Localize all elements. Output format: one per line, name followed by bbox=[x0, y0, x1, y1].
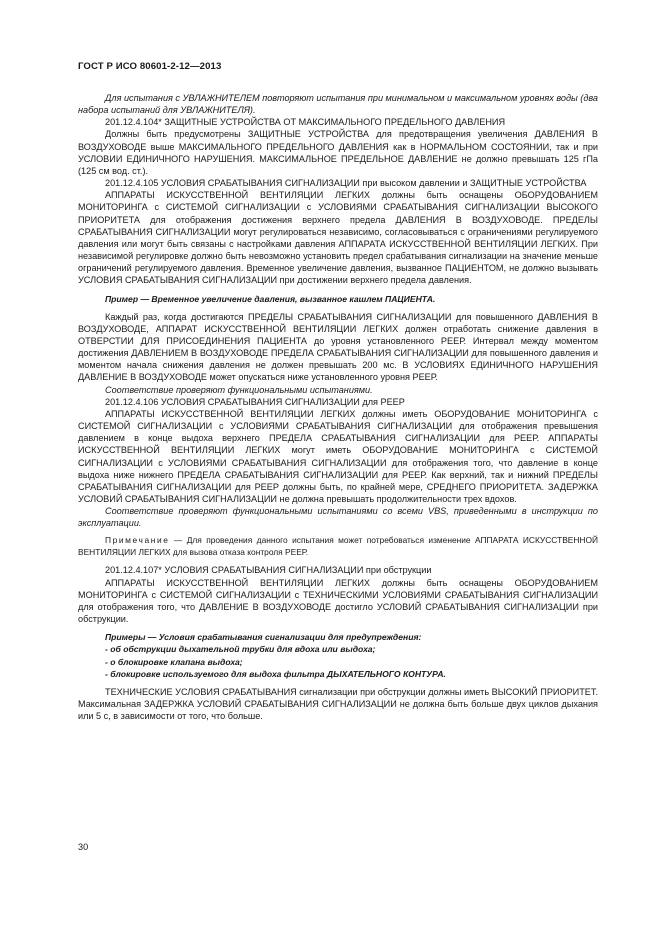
clause-text-protective-devices: Должны быть предусмотрены ЗАЩИТНЫЕ УСТРОЙСТВА для предотвращения увеличения ДАВЛЕНИЯ В ВОЗДУХОВОДЕ выше МАКСИМАЛЬНОГО ПРЕДЕЛЬНОГО ДАВЛЕНИЯ как в НОРМАЛЬНОМ СОСТОЯНИИ, так и при УСЛОВИИ ЕДИНИЧНОГО НАРУШЕНИЯ. МАКСИМАЛЬНОЕ ПРЕДЕЛЬНОЕ ДАВЛЕНИЕ не должно превышать 125 гПа (125 см вод. ст.). bbox=[78, 129, 598, 176]
clause-text-high-pressure-alarm: АППАРАТЫ ИСКУССТВЕННОЙ ВЕНТИЛЯЦИИ ЛЕГКИХ должны быть оснащены ОБОРУДОВАНИЕМ МОНИТОРИНГА с СИСТЕМОЙ СИГНАЛИЗАЦИИ с УСЛОВИЯМИ СРАБАТЫВАНИЯ СИГНАЛИЗАЦИИ ВЫСОКОГО ПРИОРИТЕТА для отображения достижения верхнего предела ДАВЛЕНИЯ В ВОЗДУХОВОДЕ. ПРЕДЕЛЫ СРАБАТЫВАНИЯ СИГНАЛИЗАЦИИ могут регулироваться независимо, согласовываться с ограничениями регулируемого давления или могут быть связаны с настройками давления АППАРАТА ИСКУССТВЕННОЙ ВЕНТИЛЯЦИИ ЛЕГКИХ. При независимой регулировке должно быть невозможно установить предел срабатывания сигнализации на значение меньше ограничений регулируемого давления. Временное увеличение давления, вызванное ПАЦИЕНТОМ, не должно вызывать УСЛОВИЯ СРАБАТЫВАНИЯ СИГНАЛИЗАЦИИ при достижении верхнего предела давления. bbox=[78, 190, 598, 286]
page-number: 30 bbox=[78, 842, 89, 852]
compliance-functional-tests: Соответствие проверяют функциональными испытаниями. bbox=[105, 384, 373, 395]
clause-text-pressure-reduction: Каждый раз, когда достигаются ПРЕДЕЛЫ СРАБАТЫВАНИЯ СИГНАЛИЗАЦИИ для повышенного ДАВЛЕНИЯ В ВОЗДУХОВОДЕ, АППАРАТ ИСКУССТВЕННОЙ ВЕНТИЛЯЦИИ ЛЕГКИХ должен отработать снижение давления в ОТВЕРСТИИ ДЛЯ ПРИСОЕДИНЕНИЯ ПАЦИЕНТА до уровня установленного РЕЕР. Интервал между моментом достижения ДАВЛЕНИЕМ В ВОЗДУХОВОДЕ ПРЕДЕЛА СРАБАТЫВАНИЯ СИГНАЛИЗАЦИИ для повышенного давления и моментом начала снижения давления не должен превышать 200 мс. В УСЛОВИЯХ ЕДИНИЧНОГО НАРУШЕНИЯ ДАВЛЕНИЕ В ВОЗДУХОВОДЕ может опускаться ниже установленного уровня РЕЕР. bbox=[78, 311, 598, 383]
examples-heading: Примеры — Условия срабатывания сигнализации для предупреждения: bbox=[105, 632, 422, 643]
clause-heading-201-12-4-104: 201.12.4.104* ЗАЩИТНЫЕ УСТРОЙСТВА ОТ МАКСИМАЛЬНОГО ПРЕДЕЛЬНОГО ДАВЛЕНИЯ bbox=[105, 117, 506, 128]
note-text: — Для проведения данного испытания может потребоваться изменение АППАРАТА ИСКУССТВЕННОЙ ВЕНТИЛЯЦИИ ЛЕГКИХ для вызова отказа контроля РЕЕР. bbox=[78, 535, 598, 557]
example-item-tube-obstruction: - об обструкции дыхательной трубки для вдоха или выдоха; bbox=[105, 644, 376, 655]
example-item-filter-blockage: - блокировке используемого для выдоха фильтра ДЫХАТЕЛЬНОГО КОНТУРА. bbox=[105, 668, 446, 679]
clause-text-obstruction-alarm: АППАРАТЫ ИСКУССТВЕННОЙ ВЕНТИЛЯЦИИ ЛЕГКИХ должны быть оснащены ОБОРУДОВАНИЕМ МОНИТОРИНГА с СИСТЕМОЙ СИГНАЛИЗАЦИИ с ТЕХНИЧЕСКИМИ УСЛОВИЯМИ СРАБАТЫВАНИЯ СИГНАЛИЗАЦИИ для отображения того, что ДАВЛЕНИЕ В ВОЗДУХОВОДЕ достигло УСЛОВИЙ СРАБАТЫВАНИЯ СИГНАЛИЗАЦИИ при обструкции. bbox=[78, 577, 598, 625]
page-content bbox=[78, 92, 598, 722]
note-label: Примечание bbox=[105, 535, 170, 546]
clause-heading-201-12-4-105: 201.12.4.105 УСЛОВИЯ СРАБАТЫВАНИЯ СИГНАЛИЗАЦИИ при высоком давлении и ЗАЩИТНЫЕ УСТРОЙСТВА bbox=[105, 178, 587, 189]
clause-text-peep-alarm: АППАРАТЫ ИСКУССТВЕННОЙ ВЕНТИЛЯЦИИ ЛЕГКИХ должны иметь ОБОРУДОВАНИЕ МОНИТОРИНГА с СИСТЕМОЙ СИГНАЛИЗАЦИИ с УСЛОВИЯМИ СРАБАТЫВАНИЯ СИГНАЛИЗАЦИИ для отображения превышения давлением в конце выдоха верхнего ПРЕДЕЛА СРАБАТЫВАНИЯ СИГНАЛИЗАЦИИ для РЕЕР. АППАРАТЫ ИСКУССТВЕННОЙ ВЕНТИЛЯЦИИ ЛЕГКИХ могут иметь ОБОРУДОВАНИЕ МОНИТОРИНГА с СИСТЕМОЙ СИГНАЛИЗАЦИИ с УСЛОВИЯМИ СРАБАТЫВАНИЯ СИГНАЛИЗАЦИИ для отображения того, что давление в конце выдоха ниже нижнего ПРЕДЕЛА СРАБАТЫВАНИЯ СИГНАЛИЗАЦИИ для РЕЕР. Как верхний, так и нижний ПРЕДЕЛЫ СРАБАТЫВАНИЯ СИГНАЛИЗАЦИИ для РЕЕР должны быть, по крайней мере, СРЕДНЕГО ПРИОРИТЕТА. ЗАДЕРЖКА УСЛОВИЙ СРАБАТЫВАНИЯ СИГНАЛИЗАЦИИ не должна превышать продолжительности трех вдохов. bbox=[78, 408, 598, 504]
note-peep-control bbox=[78, 535, 598, 558]
clause-text-obstruction-priority: ТЕХНИЧЕСКИЕ УСЛОВИЯ СРАБАТЫВАНИЯ сигнализации при обструкции должны иметь ВЫСОКИЙ ПРИОРИТЕТ. Максимальная ЗАДЕРЖКА УСЛОВИЙ СРАБАТЫВАНИЯ СИГНАЛИЗАЦИИ не должна быть больше двух циклов дыхания или 5 с, в зависимости от того, что больше. bbox=[78, 686, 598, 722]
standard-header: ГОСТ Р ИСО 80601-2-12—2013 bbox=[78, 61, 222, 72]
example-item-valve-blockage: - о блокировке клапана выдоха; bbox=[105, 656, 243, 667]
test-instruction-humidifier: Для испытания с УВЛАЖНИТЕЛЕМ повторяют испытания при минимальном и максимальном уровнях воды (два набора испытаний для УВЛАЖНИТЕЛЯ). bbox=[78, 93, 598, 116]
clause-heading-201-12-4-106: 201.12.4.106 УСЛОВИЯ СРАБАТЫВАНИЯ СИГНАЛИЗАЦИИ для РЕЕР bbox=[105, 396, 405, 407]
compliance-functional-tests-vbs: Соответствие проверяют функциональными испытаниями со всеми VBS, приведенными в инструкции по эксплуатации. bbox=[78, 506, 598, 529]
clause-heading-201-12-4-107: 201.12.4.107* УСЛОВИЯ СРАБАТЫВАНИЯ СИГНАЛИЗАЦИИ при обструкции bbox=[105, 565, 432, 576]
example-cough: Пример — Временное увеличение давления, вызванное кашлем ПАЦИЕНТА. bbox=[105, 293, 436, 304]
